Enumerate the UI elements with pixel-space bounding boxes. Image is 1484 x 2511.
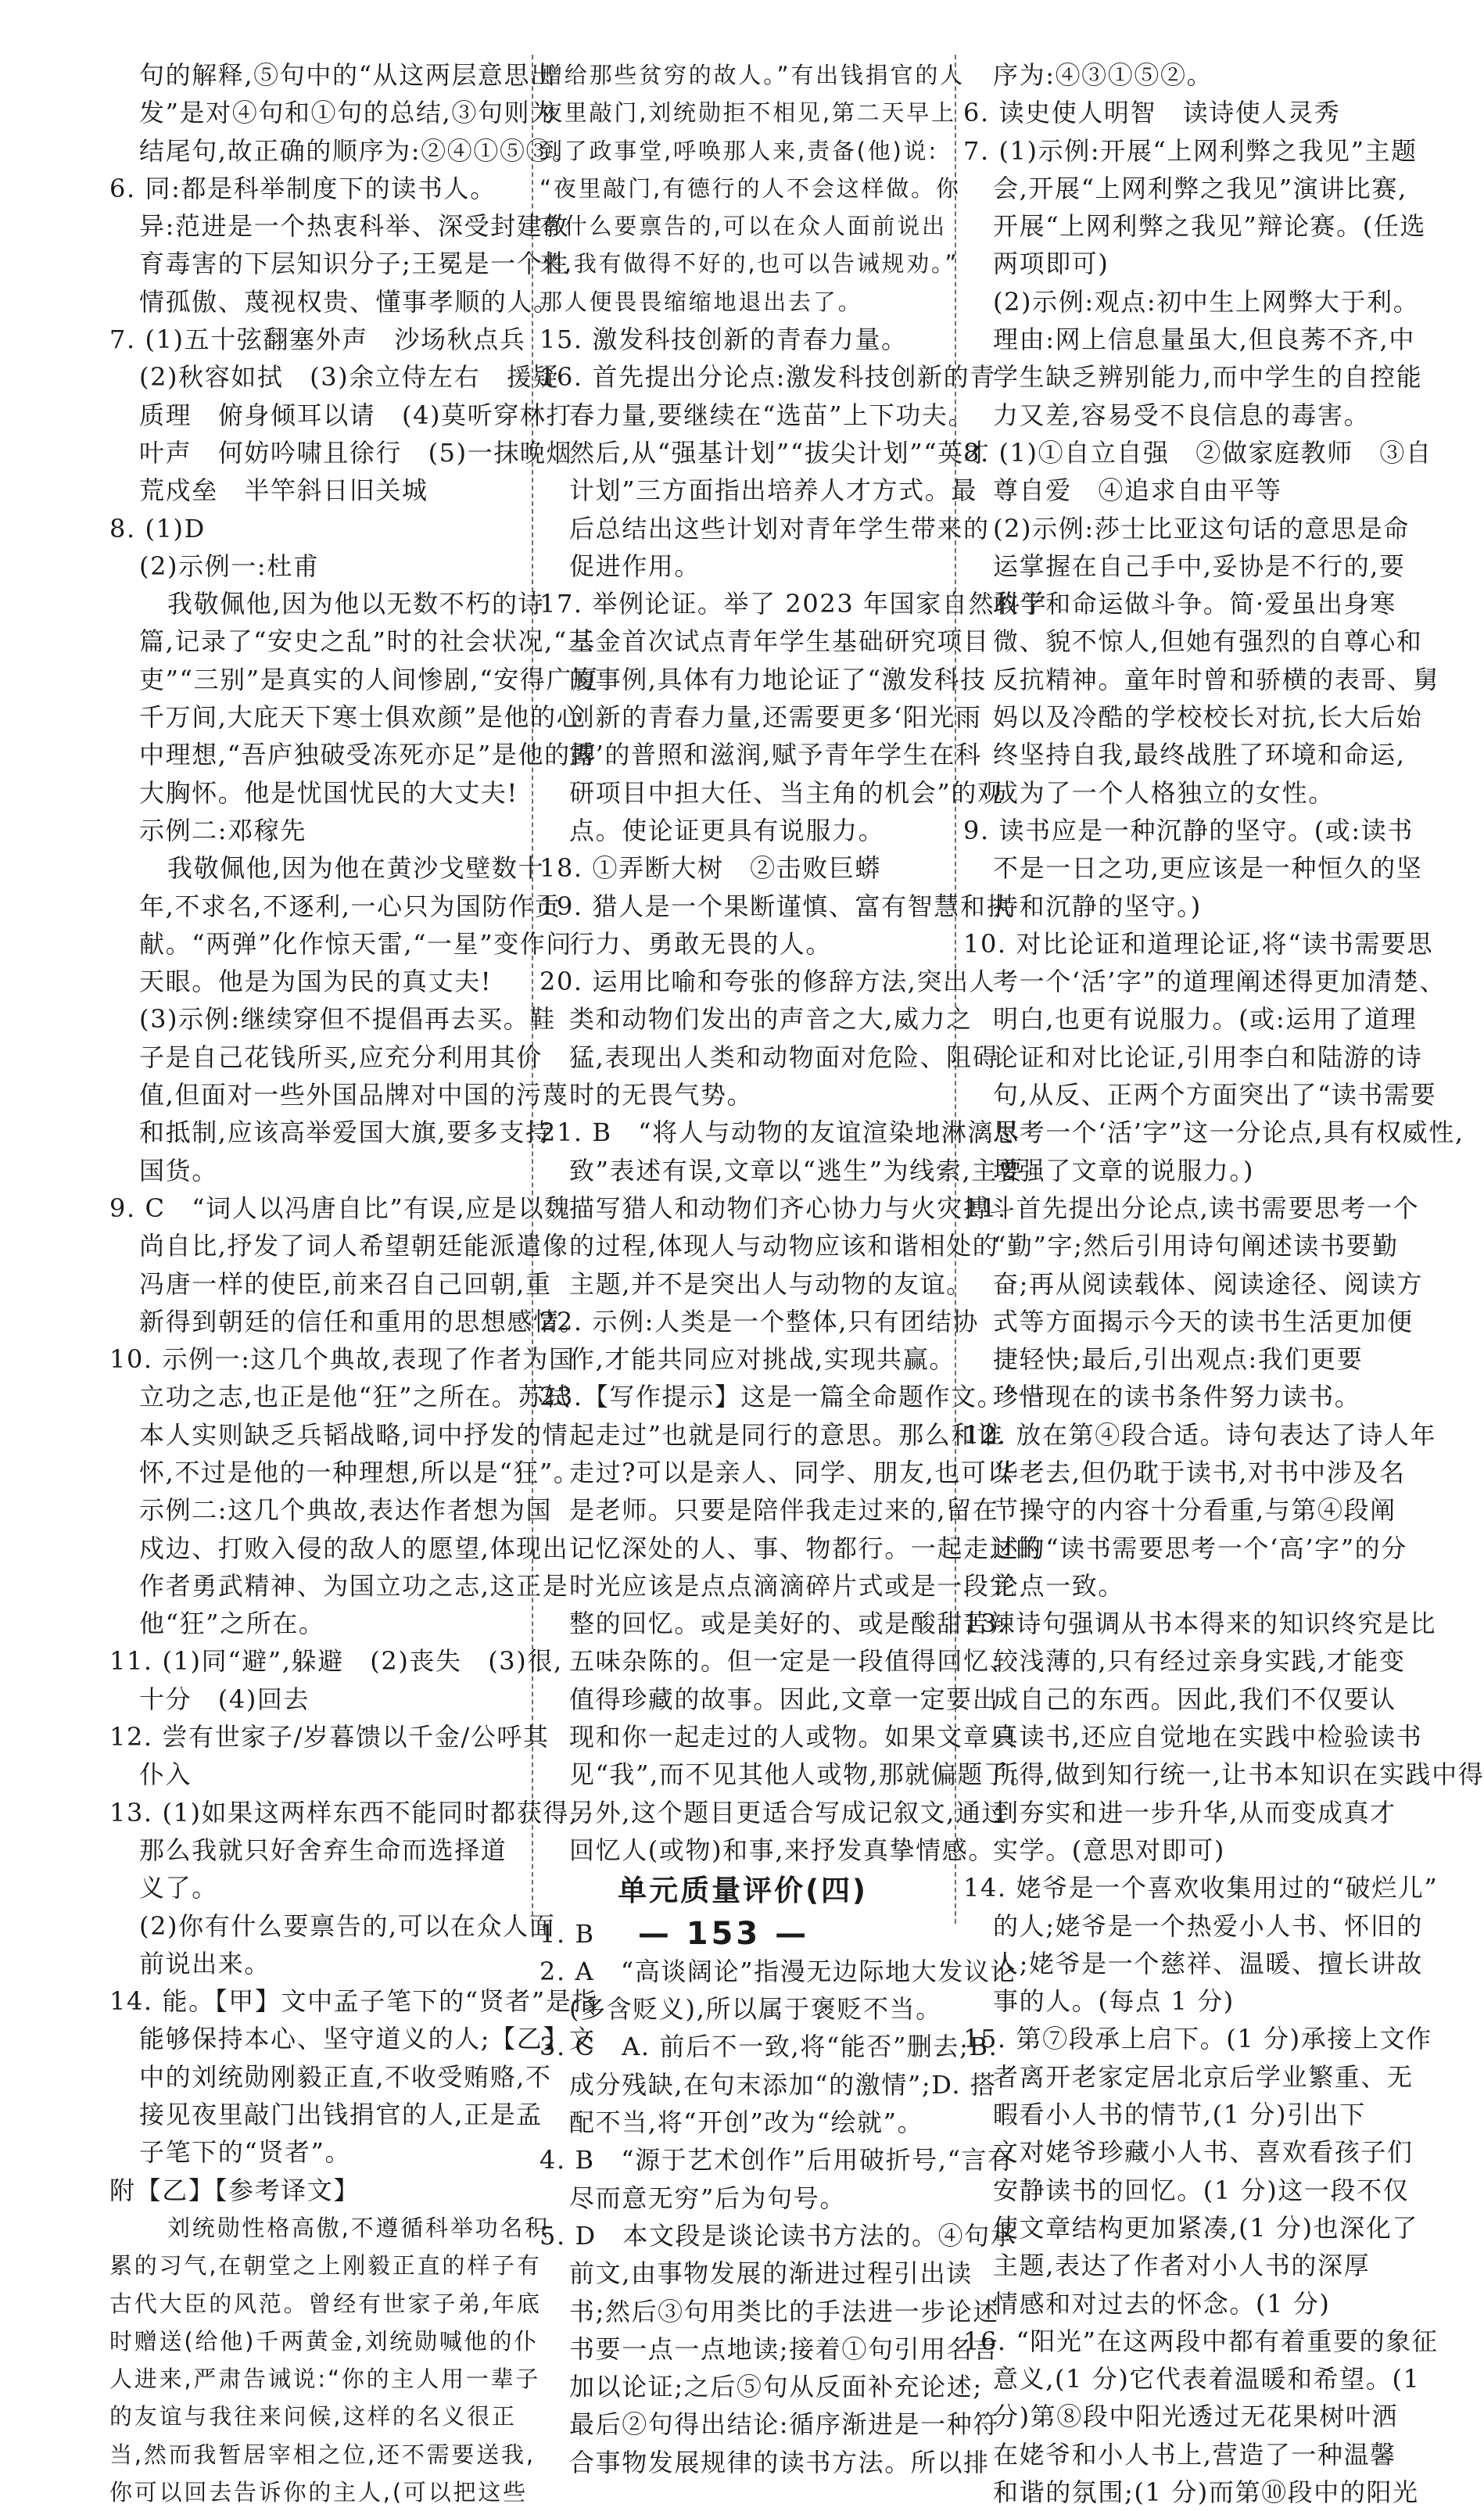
answer-line: 创新的青春力量,还需要更多‘阳光雨	[569, 702, 982, 733]
answer-line: 示例二:这几个典故,表达作者想为国	[139, 1495, 553, 1526]
answer-line: 真读书,还应自觉地在实践中检验读书	[993, 1722, 1423, 1752]
answer-line: 回忆人(或物)和事,来抒发真挚情感。	[569, 1835, 995, 1865]
answer-line: 国货。	[139, 1155, 218, 1186]
answer-line: 会,开展“上网利弊之我见”演讲比赛,	[993, 173, 1407, 203]
answer-line: 16. 首先提出分论点:激发科技创新的青	[539, 362, 996, 393]
answer-line: 见“我”,而不见其他人或物,那就偏题了。	[569, 1759, 1037, 1790]
answer-line: 天眼。他是为国为民的真丈夫!	[139, 967, 493, 997]
answer-line: 那人便畏畏缩缩地退出去了。	[539, 288, 863, 315]
answer-line: 子笔下的“贤者”。	[139, 2137, 352, 2168]
answer-line: 促进作用。	[569, 551, 701, 581]
column-divider	[532, 55, 533, 1924]
answer-line: 合事物发展规律的读书方法。所以排	[569, 2447, 990, 2477]
answer-line: 奋;再从阅读载体、阅读途径、阅读方	[993, 1268, 1423, 1299]
answer-line: “夜里敲门,有德行的人不会这样做。你	[539, 174, 961, 202]
answer-line: 微、貌不惊人,但她有强烈的自尊心和	[993, 626, 1423, 657]
answer-line: 值,但面对一些外国品牌对中国的污蔑	[139, 1080, 569, 1110]
answer-line: 立功之志,也正是他“狂”之所在。苏轼	[139, 1382, 571, 1412]
answer-line: 序为:④③①⑤②。	[993, 60, 1213, 90]
answer-line: 论点一致。	[993, 1570, 1125, 1601]
answer-line: 18. ①弄断大树 ②击败巨蟒	[539, 853, 882, 884]
answer-line: 13. 诗句强调从书本得来的知识终究是比	[963, 1609, 1437, 1639]
answer-line: 11. 首先提出分论点,读书需要思考一个	[963, 1193, 1420, 1223]
answer-line: 运掌握在自己手中,妥协是不行的,要	[993, 551, 1406, 581]
answer-line: 书要一点一点地读;接着①句引用名言	[569, 2333, 999, 2364]
answer-line: 作者勇武精神、为国立功之志,这正是	[139, 1570, 569, 1601]
answer-line: “勤”字;然后引用诗句阐述读书要勤	[993, 1231, 1399, 1261]
answer-line: 配不当,将“开创”改为“绘就”。	[569, 2107, 924, 2138]
answer-line: 开展“上网利弊之我见”辩论赛。(任选	[993, 211, 1427, 242]
answer-line: 捷轻快;最后,引出观点:我们更要	[993, 1344, 1364, 1375]
answer-line: 11. (1)同“避”,躲避 (2)丧失 (3)很,	[109, 1646, 563, 1677]
answer-line: 走过?可以是亲人、同学、朋友,也可以	[569, 1457, 1014, 1487]
answer-column-right	[963, 56, 1484, 2507]
answer-line: 有什么要禀告的,可以在众人面前说出	[539, 213, 947, 240]
answer-line: 反抗精神。童年时曾和骄横的表哥、舅	[993, 664, 1440, 694]
answer-line: 露’的普照和滋润,赋予青年学生在科	[569, 740, 982, 770]
answer-line: 句的解释,⑤句中的“从这两层意思出	[139, 60, 557, 90]
answer-line: 记忆深处的人、事、物都行。一起走过的	[569, 1533, 1042, 1563]
answer-line: 附【乙】【参考译文】	[109, 2175, 360, 2205]
answer-line: 21. B “将人与动物的友谊渲染地淋漓尽	[539, 1117, 1020, 1148]
answer-line: 时光应该是点点滴滴碎片式或是一段完	[569, 1570, 1016, 1601]
answer-line: 7. (1)五十弦翻塞外声 沙场秋点兵	[109, 325, 526, 355]
answer-line: 古代大臣的风范。曾经有世家子弟,年底	[109, 2290, 542, 2317]
answer-line: 你可以回去告诉你的主人,(可以把这些	[109, 2479, 528, 2506]
answer-line: 作,才能共同应对挑战,实现共赢。	[569, 1344, 955, 1375]
answer-line: 到夯实和进一步升华,从而变成真才	[993, 1797, 1396, 1828]
answer-line: 加以论证;之后⑤句从反面补充论述;	[569, 2372, 983, 2402]
answer-line: 情孤傲、蔑视权贵、懂事孝顺的人。	[139, 286, 560, 317]
answer-line: 尽而意无穷”后为句号。	[569, 2183, 846, 2213]
answer-line: 论证和对比论证,引用李白和陆游的诗	[993, 1042, 1423, 1072]
answer-line: 15. 第⑦段承上启下。(1 分)承接上文作	[963, 2024, 1432, 2054]
answer-line: 计划”三方面指出培养人才方式。最	[569, 475, 977, 506]
answer-line: 3. C A. 前后不一致,将“能否”删去;B.	[539, 2032, 998, 2062]
answer-line: 最后②句得出结论:循序渐进是一种符	[569, 2409, 999, 2440]
answer-line: 我敬佩他,因为他以无数不朽的诗	[167, 589, 545, 619]
answer-line: 刘统勋性格高傲,不遵循科举功名积	[167, 2214, 550, 2241]
answer-line: 后总结出这些计划对青年学生带来的	[569, 513, 990, 543]
answer-line: 安静读书的回忆。(1 分)这一段不仅	[993, 2175, 1410, 2205]
answer-line: 尊自爱 ④追求自由平等	[993, 475, 1282, 506]
answer-line: 两项即可)	[993, 249, 1109, 279]
answer-line: 十分 (4)回去	[139, 1684, 310, 1714]
answer-line: (2)你有什么要禀告的,可以在众人面	[139, 1910, 556, 1941]
answer-line: 较浅薄的,只有经过亲身实践,才能变	[993, 1646, 1406, 1677]
answer-line: 使文章结构更加紧凑,(1 分)也深化了	[993, 2212, 1419, 2243]
answer-line: 6. 同:都是科举制度下的读书人。	[109, 173, 496, 203]
answer-line: 赠给那些贫穷的故人。”有出钱捐官的人	[539, 62, 965, 88]
answer-line: 类和动物们发出的声音之大,威力之	[569, 1004, 973, 1035]
answer-line: 和抵制,应该高举爱国大旗,要多支持	[139, 1117, 552, 1148]
answer-line: 敢于和命运做斗争。简·爱虽出身寒	[993, 589, 1396, 619]
answer-line: (2)示例:莎士比亚这句话的意思是命	[993, 513, 1410, 543]
answer-line: 8. (1)①自立自强 ②做家庭教师 ③自	[963, 437, 1432, 468]
answer-line: 在姥爷和小人书上,营造了一种温馨	[993, 2439, 1396, 2470]
answer-line: 珍惜现在的读书条件努力读书。	[993, 1382, 1361, 1412]
answer-line: 16. “阳光”在这两段中都有着重要的象征	[963, 2326, 1439, 2356]
answer-line: 不是一日之功,更应该是一种恒久的坚	[993, 853, 1423, 884]
answer-line: 篇,记录了“安史之乱”时的社会状况,“三	[139, 626, 594, 657]
answer-line: 9. C “词人以冯唐自比”有误,应是以魏	[109, 1193, 571, 1223]
answer-line: 荒戍垒 半竿斜日旧关城	[139, 475, 428, 506]
answer-line: 发”是对④句和①句的总结,③句则为	[139, 98, 557, 128]
answer-line: 现和你一起走过的人或物。如果文章只	[569, 1722, 1016, 1752]
answer-line: 千万间,大庇天下寒士俱欢颜”是他的心	[139, 702, 583, 733]
answer-line: 分)第⑧段中阳光透过无花果树叶洒	[993, 2402, 1399, 2432]
answer-line: 的人;姥爷是一个热爱小人书、怀旧的	[993, 1910, 1423, 1941]
answer-line: 17. 举例论证。举了 2023 年国家自然科学	[539, 589, 1048, 619]
answer-line: 14. 姥爷是一个喜欢收集用过的“破烂儿”	[963, 1873, 1439, 1903]
answer-line: 和谐的氛围;(1 分)而第⑩段中的阳光	[993, 2477, 1419, 2507]
answer-line: 句,从反、正两个方面突出了“读书需要	[993, 1080, 1437, 1110]
answer-line: 持和沉静的坚守。)	[993, 891, 1202, 921]
answer-line: 所得,做到知行统一,让书本知识在实践中得	[993, 1759, 1484, 1790]
answer-line: 时的无畏气势。	[569, 1080, 754, 1110]
answer-line: 义了。	[139, 1873, 218, 1903]
answer-line: 献。“两弹”化作惊天雷,“一星”变作问	[139, 928, 573, 959]
answer-line: 怀,不过是他的一种理想,所以是“狂”。	[139, 1457, 580, 1487]
answer-line: 五味杂陈的。但一定是一段值得回忆、	[569, 1646, 1016, 1677]
answer-line: 年,不求名,不逐利,一心只为国防作贡	[139, 891, 561, 921]
answer-line: 中的刘统勋刚毅正直,不收受贿赂,不	[139, 2061, 552, 2092]
answer-line: 者离开老家定居北京后学业繁重、无	[993, 2061, 1414, 2092]
answer-line: (2)示例:观点:初中生上网弊大于利。	[993, 286, 1420, 317]
answer-line: 15. 激发科技创新的青春力量。	[539, 325, 908, 355]
section-heading: 单元质量评价(四)	[618, 1874, 868, 1908]
answer-line: 来,我有做得不好的,也可以告诫规劝。”	[539, 250, 959, 278]
answer-line: 10. 对比论证和道理论证,将“读书需要思	[963, 928, 1434, 959]
answer-line: 12. 尝有世家子/岁暮馈以千金/公呼其	[109, 1722, 550, 1752]
answer-line: 示例二:邓稼先	[139, 815, 306, 845]
answer-line: 子是自己花钱所买,应充分利用其价	[139, 1042, 543, 1072]
answer-line: 情感和对过去的怀念。(1 分)	[993, 2288, 1331, 2319]
answer-line: 事的人。(每点 1 分)	[993, 1986, 1235, 2017]
answer-line: 10. 示例一:这几个典故,表现了作者为国	[109, 1344, 575, 1375]
answer-line: 整的回忆。或是美好的、或是酸甜苦辣	[569, 1609, 1016, 1639]
answer-line: (多含贬义),所以属于褒贬不当。	[569, 1994, 942, 2025]
answer-line: 他“狂”之所在。	[139, 1609, 325, 1639]
answer-line: 5. D 本文段是谈论读书方法的。④句承	[539, 2220, 1017, 2251]
answer-line: 起走过”也就是同行的意思。那么和谁	[569, 1419, 1004, 1450]
answer-line: 的过程,体现人与动物应该和谐相处的	[569, 1231, 999, 1261]
answer-line: 研项目中担大任、当主角的机会”的观	[569, 777, 1004, 808]
answer-line: 13. (1)如果这两样东西不能同时都获得,	[109, 1797, 579, 1828]
answer-line: 的事例,具体有力地论证了“激发科技	[569, 664, 987, 694]
answer-line: 仆入	[139, 1759, 192, 1790]
answer-line: 本人实则缺乏兵韬战略,词中抒发的情	[139, 1419, 569, 1450]
answer-line: 主题,并不是突出人与动物的友谊。	[569, 1268, 973, 1299]
answer-line: 力又差,容易受不良信息的毒害。	[993, 400, 1371, 430]
answer-line: 1. B	[539, 1918, 595, 1949]
answer-line: 另外,这个题目更适合写成记叙文,通过	[569, 1797, 1009, 1828]
answer-line: 明白,也更有说服力。(或:运用了道理	[993, 1004, 1418, 1035]
answer-line: 新得到朝廷的信任和重用的思想感情。	[139, 1306, 586, 1336]
page-number: — 153 —	[637, 1916, 810, 1952]
answer-line: 4. B “源于艺术创作”后用破折号,“言有	[539, 2145, 1014, 2176]
answer-line: 的友谊与我往来问候,这样的名义很正	[109, 2403, 517, 2430]
answer-line: 华老去,但仍耽于读书,对书中涉及名	[993, 1457, 1406, 1487]
answer-line: 成分残缺,在句末添加“的激情”;D. 搭	[569, 2069, 997, 2100]
answer-line: 终坚持自我,最终战胜了环境和命运,	[993, 740, 1406, 770]
answer-line: 前说出来。	[139, 1948, 271, 1978]
answer-line: 大胸怀。他是忧国忧民的大丈夫!	[139, 777, 518, 808]
answer-line: 前文,由事物发展的渐进过程引出读	[569, 2258, 973, 2289]
answer-line: 春力量,要继续在“选苗”上下功夫。	[569, 400, 975, 430]
answer-line: 暇看小人书的情节,(1 分)引出下	[993, 2100, 1366, 2130]
answer-line: 妈以及冷酷的学校校长对抗,长大后始	[993, 702, 1423, 733]
answer-line: 质理 俯身倾耳以请 (4)莫听穿林打	[139, 400, 573, 430]
answer-line: 考一个‘活’字”的道理阐述得更加清楚、	[993, 967, 1446, 997]
answer-line: 理由:网上信息量虽大,但良莠不齐,中	[993, 325, 1415, 355]
answer-line: 致”表述有误,文章以“逃生”为线索,主要	[569, 1155, 1024, 1186]
answer-line: 20. 运用比喻和夸张的修辞方法,突出人	[539, 967, 996, 997]
answer-line: 文对姥爷珍藏小人书、喜欢看孩子们	[993, 2137, 1414, 2168]
answer-line: 式等方面揭示今天的读书生活更加便	[993, 1306, 1414, 1336]
answer-line: 叶声 何妨吟啸且徐行 (5)一抹晚烟	[139, 437, 573, 468]
answer-line: 基金首次试点青年学生基础研究项目	[569, 626, 990, 657]
answer-line: 点。使论证更具有说服力。	[569, 815, 885, 845]
answer-line: 猛,表现出人类和动物面对危险、阻碍	[569, 1042, 999, 1072]
answer-line: 累的习气,在朝堂之上刚毅正直的样子有	[109, 2252, 542, 2280]
answer-line: 6. 读史使人明智 读诗使人灵秀	[963, 98, 1341, 128]
answer-line: 增强了文章的说服力。)	[993, 1155, 1255, 1186]
answer-line: 意义,(1 分)它代表着温暖和希望。(1	[993, 2364, 1421, 2394]
answer-line: 尚自比,抒发了词人希望朝廷能派遣像	[139, 1231, 569, 1261]
answer-line: 成为了一个人格独立的女性。	[993, 777, 1335, 808]
answer-line: 主题,表达了作者对小人书的深厚	[993, 2251, 1371, 2281]
answer-line: 戍边、打败入侵的敌人的愿望,体现出	[139, 1533, 569, 1563]
answer-line: 8. (1)D	[109, 513, 206, 543]
answer-line: 述的“读书需要思考一个‘高’字”的分	[993, 1533, 1407, 1563]
answer-line: 9. 读书应是一种沉静的坚守。(或:读书	[963, 815, 1414, 845]
answer-line: 吏”“三别”是真实的人间惨剧,“安得广厦	[139, 664, 599, 694]
answer-line: 实学。(意思对即可)	[993, 1835, 1225, 1865]
answer-line: 书;然后③句用类比的手法进一步论述	[569, 2296, 999, 2326]
answer-line: 行力、勇敢无畏的人。	[569, 928, 833, 959]
answer-line: 然后,从“强基计划”“拔尖计划”“英才	[569, 437, 991, 468]
answer-line: 那么我就只好舍弃生命而选择道	[139, 1835, 507, 1865]
answer-line: 异:范进是一个热衷科举、深受封建教	[139, 211, 569, 242]
answer-line: 我敬佩他,因为他在黄沙戈壁数十	[167, 853, 545, 884]
answer-line: 育毒害的下层知识分子;王冕是一个性	[139, 249, 569, 279]
answer-line: 描写猎人和动物们齐心协力与火灾搏斗	[569, 1193, 1016, 1223]
answer-line: 23.【写作提示】这是一篇全命题作文。“一	[539, 1382, 1044, 1412]
answer-line: 时赠送(给他)千两黄金,刘统勋喊他的仆	[109, 2327, 539, 2355]
answer-line: 夜里敲门,刘统勋拒不相见,第二天早上	[539, 99, 956, 127]
answer-line: 接见夜里敲门出钱捐官的人,正是孟	[139, 2100, 543, 2130]
answer-line: 14. 能。【甲】文中孟子笔下的“贤者”是指	[109, 1986, 598, 2017]
answer-line: 当,然而我暂居宰相之位,还不需要送我,	[109, 2441, 536, 2468]
answer-line: 人进来,严肃告诫说:“你的主人用一辈子	[109, 2366, 541, 2393]
answer-line: (2)示例一:杜甫	[139, 551, 320, 581]
answer-line: 结尾句,故正确的顺序为:②④①⑤③。	[139, 135, 579, 166]
answer-line: 人;姥爷是一个慈祥、温暖、擅长讲故	[993, 1948, 1423, 1978]
answer-line: (2)秋容如拭 (3)余立侍左右 援疑	[139, 362, 560, 393]
answer-line: (3)示例:继续穿但不提倡再去买。鞋	[139, 1004, 556, 1035]
answer-line: 是老师。只要是陪伴我走过来的,留在	[569, 1495, 999, 1526]
answer-line: 成自己的东西。因此,我们不仅要认	[993, 1684, 1396, 1714]
answer-line: 值得珍藏的故事。因此,文章一定要出	[569, 1684, 999, 1714]
answer-line: 7. (1)示例:开展“上网利弊之我见”主题	[963, 135, 1418, 166]
answer-line: 12. 放在第④段合适。诗句表达了诗人年	[963, 1419, 1437, 1450]
answer-line: 19. 猎人是一个果断谨慎、富有智慧和执	[539, 891, 1013, 921]
answer-line: 节操守的内容十分看重,与第④段阐	[993, 1495, 1396, 1526]
answer-line: 中理想,“吾庐独破受冻死亦足”是他的博	[139, 740, 597, 770]
answer-line: 思考一个‘活’字”这一分论点,具有权威性,	[993, 1117, 1464, 1148]
answer-line: 2. A “高谈阔论”指漫无边际地大发议论	[539, 1956, 1017, 1986]
answer-line: 冯唐一样的使臣,前来召自己回朝,重	[139, 1268, 552, 1299]
answer-line: 22. 示例:人类是一个整体,只有团结协	[539, 1306, 980, 1336]
answer-line: 到了政事堂,呼唤那人来,责备(他)说:	[539, 137, 939, 164]
answer-line: 学生缺乏辨别能力,而中学生的自控能	[993, 362, 1423, 393]
answer-line: 能够保持本心、坚守道义的人;【乙】文	[139, 2024, 596, 2054]
